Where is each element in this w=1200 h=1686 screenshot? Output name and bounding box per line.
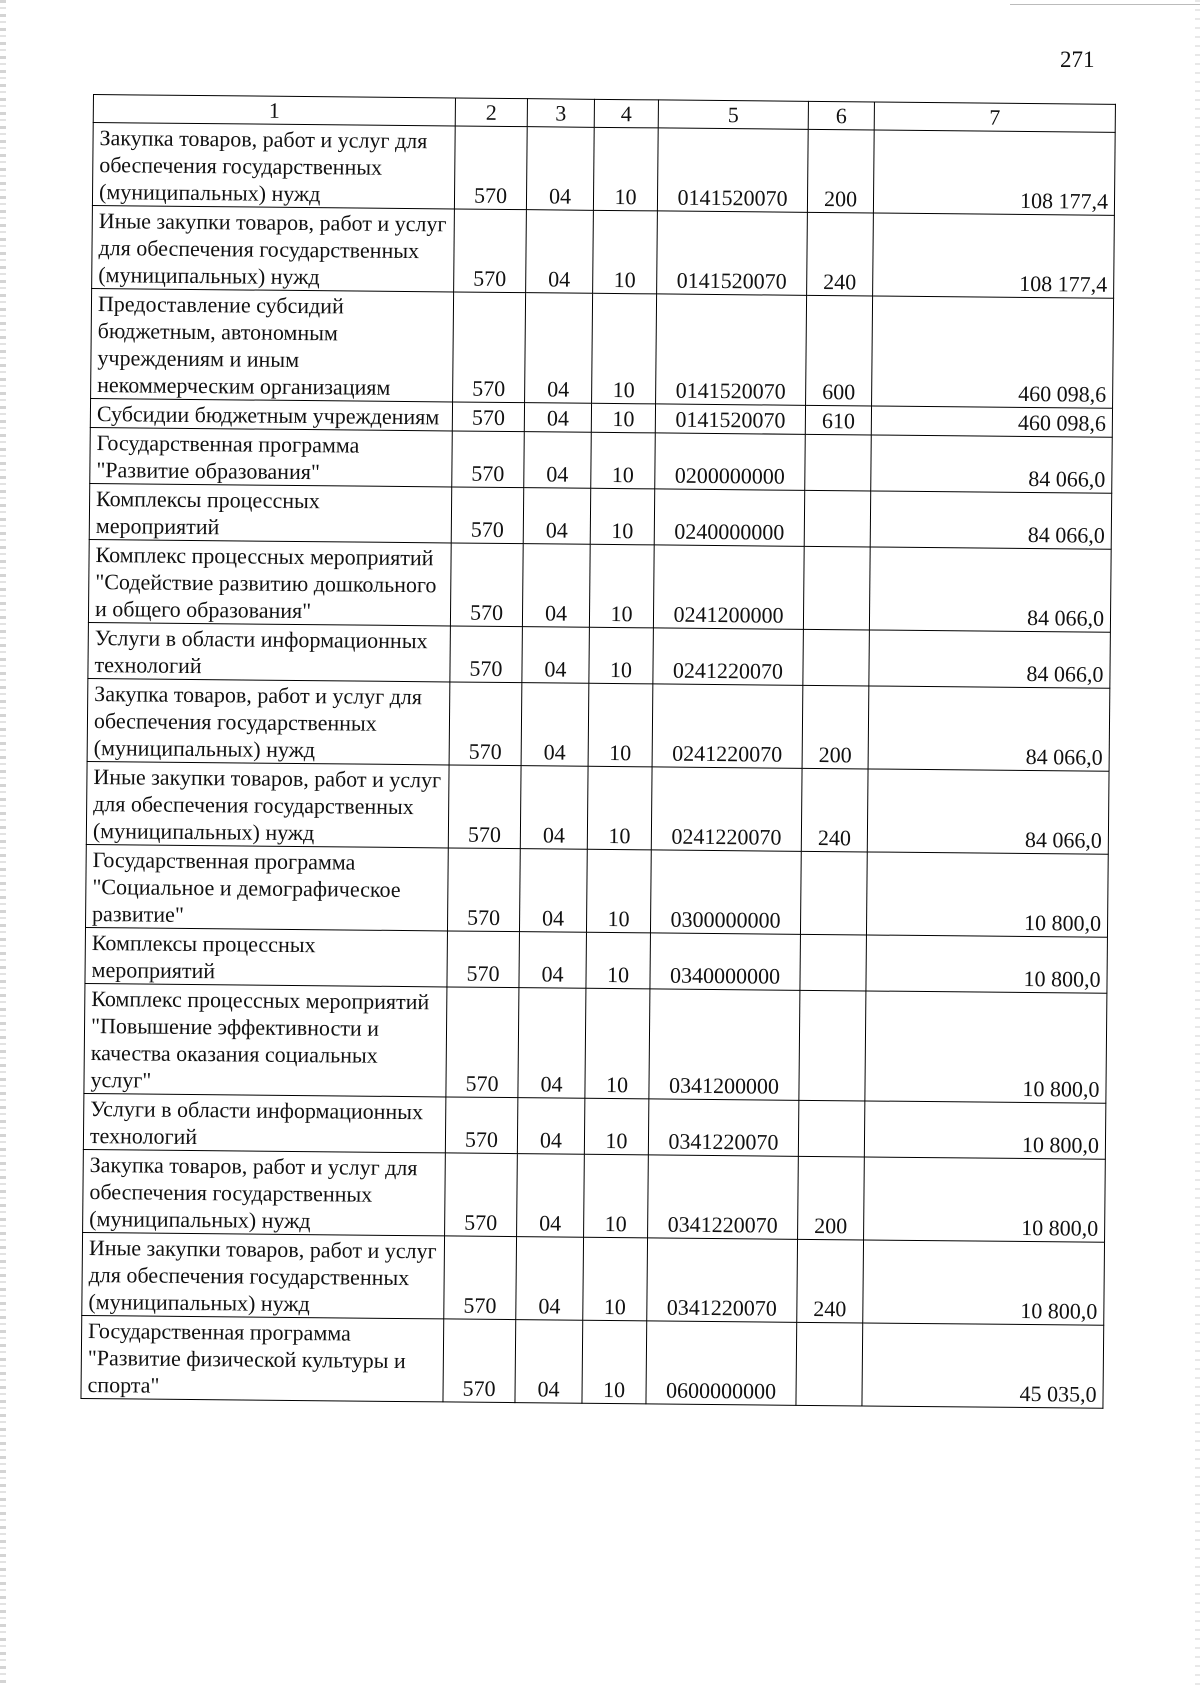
cell-podrazdel: 10	[583, 1237, 648, 1321]
cell-expense-type: 200	[802, 685, 869, 769]
cell-podrazdel: 10	[589, 627, 654, 684]
cell-glava: 570	[444, 1236, 517, 1320]
cell-podrazdel: 10	[593, 127, 658, 211]
cell-expense-type: 600	[806, 295, 873, 406]
cell-razdel: 04	[521, 683, 589, 767]
cell-name: Субсидии бюджетным учреждениям	[90, 398, 452, 430]
cell-amount: 10 800,0	[866, 935, 1108, 993]
cell-glava: 570	[446, 987, 519, 1098]
table-row	[85, 927, 1107, 993]
cell-target-article: 0340000000	[650, 933, 801, 990]
cell-target-article: 0341220070	[648, 1155, 799, 1239]
cell-glava: 570	[450, 626, 523, 683]
cell-amount: 84 066,0	[869, 630, 1111, 688]
cell-glava: 570	[453, 292, 526, 403]
header-cell-7: 7	[874, 102, 1115, 132]
cell-razdel: 04	[524, 403, 591, 433]
cell-amount: 84 066,0	[869, 547, 1111, 632]
cell-name: Комплексы процессных мероприятий	[89, 483, 452, 542]
cell-podrazdel: 10	[586, 849, 651, 933]
scan-top-line	[1010, 4, 1200, 5]
header-cell-2: 2	[455, 98, 527, 127]
cell-expense-type	[798, 1100, 865, 1157]
cell-target-article: 0141520070	[657, 211, 808, 295]
cell-target-article: 0241200000	[653, 545, 804, 629]
cell-glava: 570	[447, 848, 520, 932]
cell-name: Иные закупки товаров, работ и услуг для обеспечения государственных (муниципальных) нужд	[86, 761, 449, 847]
cell-target-article: 0240000000	[654, 489, 805, 546]
cell-name: Государственная программа "Социальное и демографическое развитие"	[85, 844, 448, 930]
cell-razdel: 04	[526, 210, 594, 294]
page-number: 271	[1060, 47, 1095, 72]
budget-table	[80, 94, 1115, 1409]
cell-razdel: 04	[522, 627, 590, 684]
cell-amount: 10 800,0	[865, 991, 1107, 1103]
cell-expense-type	[803, 629, 870, 686]
cell-name: Комплексы процессных мероприятий	[85, 927, 448, 986]
header-cell-4: 4	[594, 99, 658, 128]
scan-edge-left	[0, 0, 6, 1686]
cell-glava: 570	[454, 126, 527, 210]
cell-amount: 460 098,6	[872, 296, 1114, 408]
cell-expense-type	[804, 490, 871, 547]
cell-razdel: 04	[517, 1154, 585, 1238]
cell-amount: 84 066,0	[871, 435, 1113, 493]
cell-name: Комплекс процессных мероприятий "Содействие развитию дошкольного и общего образования"	[88, 539, 451, 625]
cell-razdel: 04	[519, 932, 587, 989]
cell-name: Закупка товаров, работ и услуг для обеспечения государственных (муниципальных) нужд	[92, 123, 455, 209]
cell-target-article: 0241220070	[652, 684, 803, 768]
cell-expense-type: 610	[805, 405, 871, 435]
table-row	[92, 123, 1115, 216]
cell-podrazdel: 10	[591, 432, 656, 489]
cell-razdel: 04	[516, 1237, 584, 1321]
table-row	[88, 539, 1111, 632]
cell-podrazdel: 10	[585, 988, 650, 1099]
cell-razdel: 04	[524, 432, 592, 489]
cell-podrazdel: 10	[593, 210, 658, 294]
cell-target-article: 0141520070	[655, 404, 805, 434]
cell-glava: 570	[447, 931, 520, 988]
cell-amount: 10 800,0	[866, 852, 1108, 937]
cell-glava: 570	[454, 209, 527, 293]
cell-amount: 108 177,4	[873, 130, 1115, 215]
cell-target-article: 0600000000	[646, 1321, 797, 1405]
cell-name: Иные закупки товаров, работ и услуг для обеспечения государственных (муниципальных) нужд	[92, 205, 455, 291]
header-cell-6: 6	[808, 101, 874, 130]
table-row	[90, 427, 1112, 493]
header-cell-5: 5	[658, 100, 808, 129]
cell-name: Закупка товаров, работ и услуг для обеспечения государственных (муниципальных) нужд	[83, 1149, 446, 1235]
cell-podrazdel: 10	[592, 293, 657, 404]
cell-target-article: 0300000000	[650, 850, 801, 934]
table-row	[88, 622, 1110, 688]
table-row	[83, 1149, 1106, 1242]
cell-podrazdel: 10	[591, 403, 655, 433]
cell-target-article: 0341200000	[649, 989, 800, 1100]
header-cell-3: 3	[527, 99, 594, 128]
cell-target-article: 0141520070	[656, 294, 807, 405]
cell-name: Услуги в области информационных технологий	[88, 622, 451, 681]
cell-target-article: 0141520070	[657, 128, 808, 212]
cell-glava: 570	[445, 1097, 518, 1154]
cell-razdel: 04	[518, 988, 586, 1099]
cell-podrazdel: 10	[589, 544, 654, 628]
cell-expense-type	[799, 990, 866, 1101]
cell-razdel: 04	[525, 293, 593, 404]
table-row	[84, 983, 1107, 1103]
cell-razdel: 04	[515, 1320, 583, 1404]
cell-amount: 108 177,4	[873, 213, 1115, 298]
cell-razdel: 04	[522, 544, 590, 628]
table-row	[87, 678, 1110, 771]
cell-expense-type	[800, 851, 867, 935]
table-row	[85, 844, 1108, 937]
cell-amount: 84 066,0	[867, 769, 1109, 854]
cell-razdel: 04	[523, 488, 591, 545]
cell-podrazdel: 10	[586, 932, 651, 989]
table-row	[83, 1093, 1105, 1159]
cell-podrazdel: 10	[584, 1154, 649, 1238]
cell-amount: 10 800,0	[863, 1240, 1105, 1325]
cell-razdel: 04	[526, 127, 594, 211]
cell-razdel: 04	[520, 766, 588, 850]
cell-amount: 10 800,0	[864, 1157, 1106, 1242]
cell-name: Иные закупки товаров, работ и услуг для обеспечения государственных (муниципальных) нужд	[82, 1232, 445, 1318]
cell-amount: 10 800,0	[864, 1101, 1106, 1159]
table-row	[89, 483, 1111, 549]
cell-name: Предоставление субсидий бюджетным, автономным учреждениям и иным некоммерческим организациям	[91, 288, 454, 401]
cell-expense-type: 240	[801, 768, 868, 852]
cell-expense-type: 240	[797, 1239, 864, 1323]
cell-name: Комплекс процессных мероприятий "Повышение эффективности и качества оказания социальных услуг"	[84, 983, 447, 1096]
cell-glava: 570	[443, 1319, 516, 1403]
cell-target-article: 0241220070	[653, 628, 804, 685]
scan-edge-right	[1195, 0, 1200, 1686]
cell-glava: 570	[450, 543, 523, 627]
cell-glava: 570	[449, 682, 522, 766]
cell-target-article: 0200000000	[655, 433, 806, 490]
cell-expense-type: 200	[798, 1156, 865, 1240]
cell-amount: 84 066,0	[870, 491, 1112, 549]
cell-podrazdel: 10	[590, 488, 655, 545]
cell-glava: 570	[452, 402, 524, 432]
table-row	[82, 1232, 1105, 1325]
cell-expense-type	[796, 1322, 863, 1406]
cell-glava: 570	[445, 1153, 518, 1237]
cell-podrazdel: 10	[582, 1320, 647, 1404]
cell-amount: 45 035,0	[862, 1323, 1104, 1408]
cell-amount: 84 066,0	[868, 686, 1110, 771]
cell-podrazdel: 10	[587, 766, 652, 850]
cell-razdel: 04	[517, 1098, 585, 1155]
table-row	[91, 288, 1114, 408]
cell-expense-type	[800, 934, 867, 991]
cell-glava: 570	[452, 431, 525, 488]
header-cell-1: 1	[93, 95, 455, 126]
cell-name: Закупка товаров, работ и услуг для обеспечения государственных (муниципальных) нужд	[87, 678, 450, 764]
table-row	[81, 1315, 1104, 1408]
cell-expense-type: 240	[807, 212, 874, 296]
cell-razdel: 04	[519, 849, 587, 933]
cell-name: Государственная программа "Развитие физической культуры и спорта"	[81, 1315, 444, 1401]
cell-expense-type: 200	[807, 129, 874, 213]
cell-podrazdel: 10	[588, 683, 653, 767]
cell-glava: 570	[448, 765, 521, 849]
table-row	[86, 761, 1109, 854]
cell-expense-type	[803, 546, 870, 630]
cell-amount: 460 098,6	[871, 406, 1112, 437]
cell-target-article: 0341220070	[648, 1099, 799, 1156]
cell-name: Услуги в области информационных технологий	[83, 1093, 446, 1152]
cell-target-article: 0241220070	[651, 767, 802, 851]
cell-podrazdel: 10	[584, 1098, 649, 1155]
cell-glava: 570	[451, 487, 524, 544]
cell-name: Государственная программа "Развитие образования"	[90, 427, 453, 486]
cell-expense-type	[805, 434, 872, 491]
table-row	[92, 205, 1115, 298]
cell-target-article: 0341220070	[647, 1238, 798, 1322]
